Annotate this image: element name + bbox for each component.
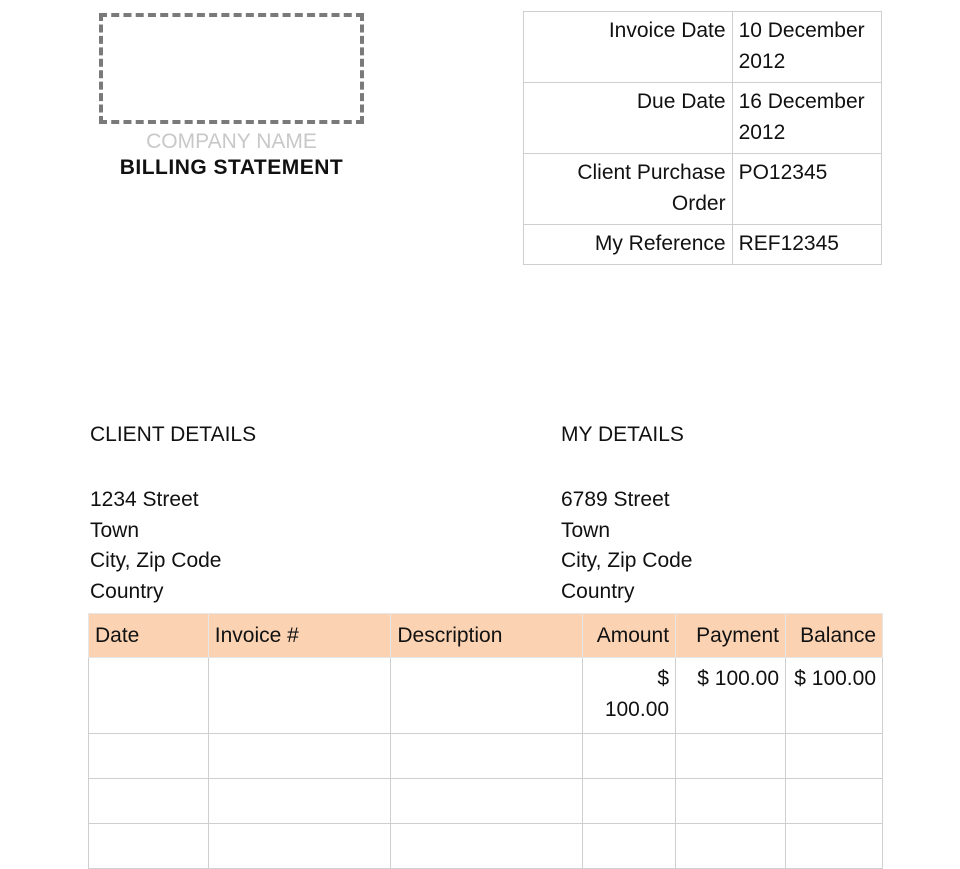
my-details-heading: MY DETAILS: [561, 423, 684, 446]
address-line: Country: [90, 579, 164, 603]
cell-payment: [676, 824, 786, 869]
address-line: City, Zip Code: [561, 549, 693, 572]
meta-row-reference: [524, 225, 882, 265]
cell-date: [89, 734, 209, 779]
meta-row-invoice-date: [524, 12, 882, 83]
address-line: 6789 Street: [561, 488, 670, 511]
cell-date: [89, 824, 209, 869]
cell-description: [391, 824, 583, 869]
company-name: COMPANY NAME: [146, 130, 317, 153]
cell-payment: [676, 734, 786, 779]
cell-invoice: [208, 779, 391, 824]
cell-balance: [786, 734, 883, 779]
my-address: [561, 485, 693, 607]
table-row: [89, 658, 883, 734]
client-details-heading: CLIENT DETAILS: [90, 423, 257, 446]
cell-date: [89, 658, 209, 734]
cell-amount: [583, 734, 676, 779]
cell-balance: [786, 779, 883, 824]
meta-value: PO12345: [732, 154, 881, 225]
meta-row-purchase-order: [524, 154, 882, 225]
table-row: [89, 779, 883, 824]
address-line: Town: [561, 518, 611, 542]
transactions-table: [88, 613, 883, 869]
meta-value: 10 December 2012: [732, 12, 881, 83]
column-header-amount: Amount: [583, 614, 676, 658]
cell-date: [89, 779, 209, 824]
column-header-balance: Balance: [786, 614, 883, 658]
column-header-date: Date: [89, 614, 209, 658]
cell-description: [391, 779, 583, 824]
cell-payment: $ 100.00: [676, 658, 786, 734]
meta-row-due-date: [524, 83, 882, 154]
client-address: [90, 485, 222, 607]
address-line: 1234 Street: [90, 488, 199, 511]
cell-amount: [583, 779, 676, 824]
cell-description: [391, 734, 583, 779]
column-header-description: Description: [391, 614, 583, 658]
meta-label: Due Date: [524, 83, 733, 154]
address-line: Town: [90, 518, 140, 542]
cell-payment: [676, 779, 786, 824]
column-header-invoice: Invoice #: [208, 614, 391, 658]
meta-value: 16 December 2012: [732, 83, 881, 154]
address-line: City, Zip Code: [90, 549, 222, 572]
cell-amount: [583, 824, 676, 869]
meta-label: Client Purchase Order: [524, 154, 733, 225]
cell-invoice: [208, 824, 391, 869]
cell-invoice: [208, 734, 391, 779]
meta-label: Invoice Date: [524, 12, 733, 83]
company-logo-placeholder: [99, 13, 364, 124]
cell-balance: $ 100.00: [786, 658, 883, 734]
cell-balance: [786, 824, 883, 869]
column-header-payment: Payment: [676, 614, 786, 658]
table-header-row: [89, 614, 883, 658]
meta-value: REF12345: [732, 225, 881, 265]
address-line: Country: [561, 579, 635, 603]
cell-invoice: [208, 658, 391, 734]
cell-description: [391, 658, 583, 734]
document-title: BILLING STATEMENT: [119, 156, 344, 179]
table-row: [89, 734, 883, 779]
cell-amount: $ 100.00: [583, 658, 676, 734]
table-row: [89, 824, 883, 869]
invoice-meta-table: [523, 11, 882, 265]
meta-label: My Reference: [524, 225, 733, 265]
